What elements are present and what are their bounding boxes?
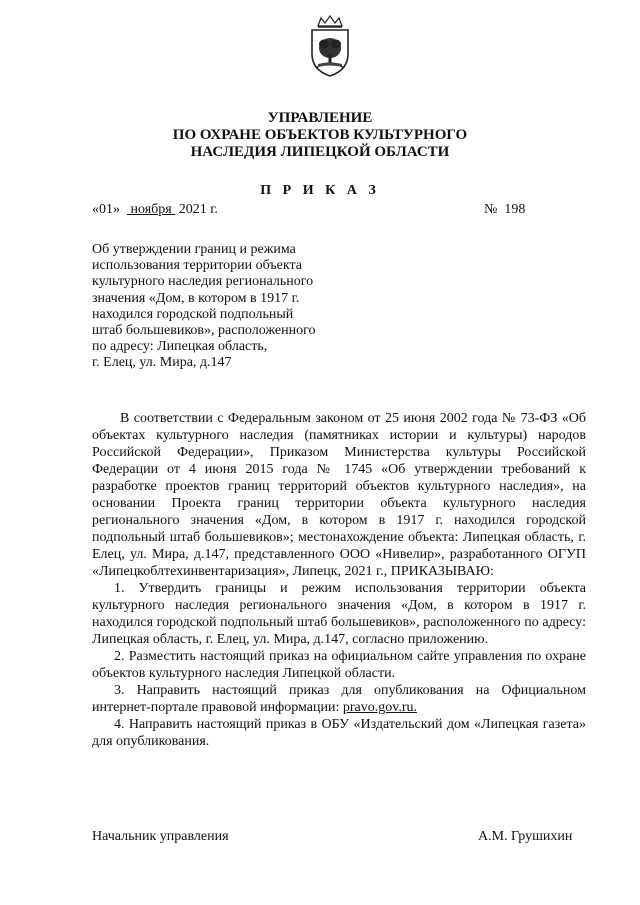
order-date-year: 2021 г. (178, 202, 218, 217)
pravo-gov-link[interactable]: pravo.gov.ru. (342, 700, 417, 715)
org-title-line-1: УПРАВЛЕНИЕ (267, 110, 373, 126)
document-type-title: П Р И К А З (260, 183, 380, 198)
subject-line: по адресу: Липецкая область, (92, 339, 268, 355)
subject-line: г. Елец, ул. Мира, д.147 (92, 355, 232, 371)
subject-line: культурного наследия регионального (92, 274, 314, 290)
subject-line: находился городской подпольный (92, 306, 294, 322)
signatory-name: А.М. Грушихин (478, 829, 573, 844)
order-number-value: 198 (504, 202, 526, 217)
order-item-3-text: 3. Направить настоящий приказ для опубликования на Официальном интернет-портале правовой информации: (92, 683, 586, 715)
order-date (92, 202, 218, 218)
order-item-4: 4. Направить настоящий приказ в ОБУ «Издательский дом «Липецкая газета» для опубликования. (92, 717, 586, 749)
order-item-3 (92, 682, 586, 716)
subject-line: использования территории объекта (92, 258, 302, 274)
order-number (484, 202, 525, 218)
order-item-1: 1. Утвердить границы и режим использования территории объекта культурного наследия регионального значения «Дом, в котором в 1917 г. находился городской подпольный штаб большевиков», расположенного по адресу: Липецкая область, г. Елец, ул. Мира, д.147, согласно приложению. (92, 581, 586, 647)
order-subject (92, 242, 352, 372)
order-date-month: ноября (130, 202, 172, 217)
order-number-prefix: № (484, 202, 498, 217)
order-date-day: «01» (92, 202, 120, 217)
subject-line: Об утверждении границ и режима (92, 242, 296, 257)
signatory-role: Начальник управления (92, 829, 229, 844)
org-title-line-3: НАСЛЕДИЯ ЛИПЕЦКОЙ ОБЛАСТИ (190, 144, 450, 160)
org-title-line-2: ПО ОХРАНЕ ОБЪЕКТОВ КУЛЬТУРНОГО (172, 127, 468, 143)
order-preamble: В соответствии с Федеральным законом от 25 июня 2002 года № 73-ФЗ «Об объектах культурного наследия (памятниках истории и культуры) народов Российской Федерации», Приказом Министерства культуры Российской Федерации от 4 июня 2015 года № 1745 «Об утверждении требований к разработке проектов границ территорий объектов культурного наследия», на основании Проекта границ территории объекта культурного наследия регионального значения «Дом, в котором в 1917 г. находился городской подпольный штаб большевиков»; местонахождение объекта: Липецкая область, г. Елец, ул. Мира, д.147, представленного ООО «Нивелир», разработанного ОГУП «Липецкоблтехинвентаризация», Липецк, 2021 г., ПРИКАЗЫВАЮ: (92, 411, 586, 579)
lipetsk-coat-of-arms-icon (304, 14, 356, 78)
order-item-2: 2. Разместить настоящий приказ на официальном сайте управления по охране объектов культурного наследия Липецкой области. (92, 649, 586, 681)
organization-title (0, 110, 640, 161)
subject-line: штаб большевиков», расположенного (92, 323, 316, 339)
order-body (92, 410, 586, 750)
subject-line: значения «Дом, в котором в 1917 г. (92, 290, 300, 306)
